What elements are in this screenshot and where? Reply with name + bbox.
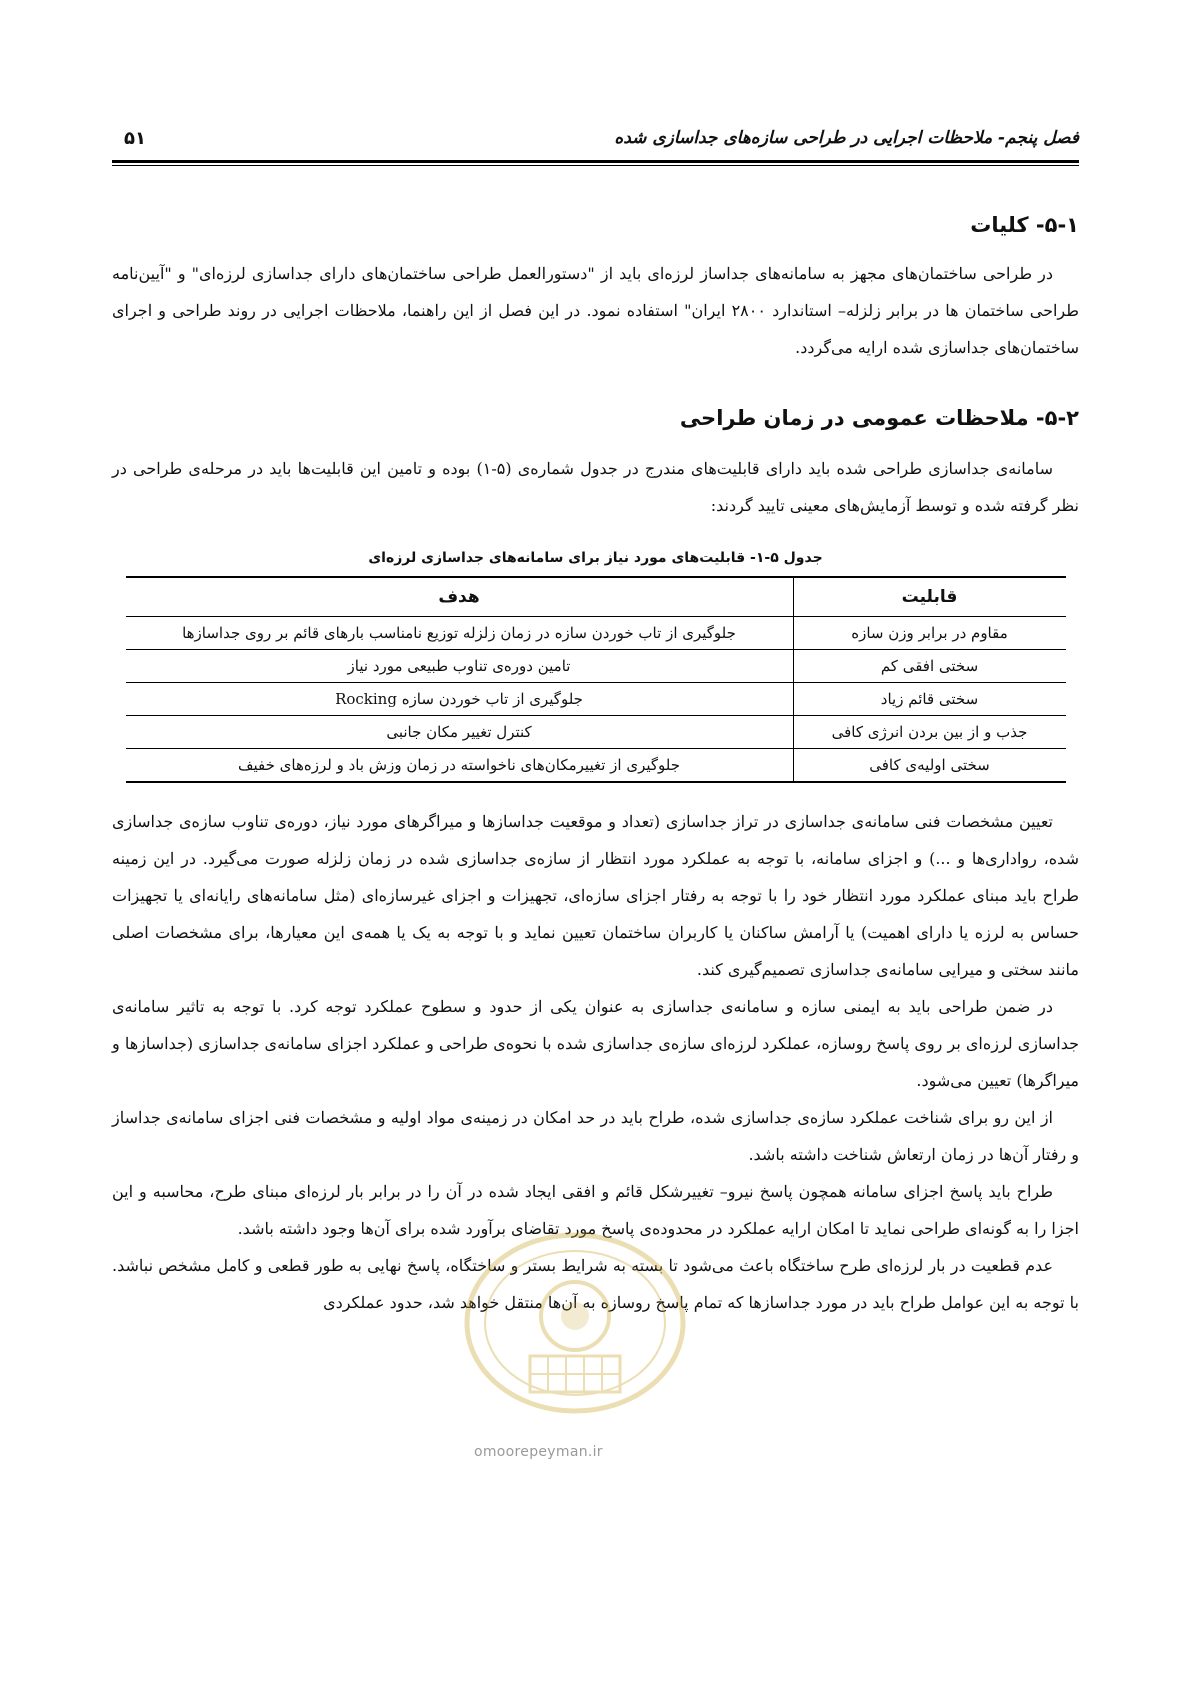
table-caption: جدول ۵-۱- قابلیت‌های مورد نیاز برای سامانه‌های جداسازی لرزه‌ای <box>368 550 823 566</box>
cell-goal: جلوگیری از تغییرمکان‌های ناخواسته در زمان وزش باد و لرزه‌های خفیف <box>126 749 794 783</box>
table-row <box>126 683 1066 716</box>
cell-capability: جذب و از بین بردن انرژی کافی <box>793 716 1066 749</box>
running-header <box>112 128 1079 158</box>
column-header-goal: هدف <box>126 577 794 617</box>
cell-capability: مقاوم در برابر وزن سازه <box>793 617 1066 650</box>
paragraph-technical-specs: تعیین مشخصات فنی سامانه‌ی جداسازی در تراز جداسازی (تعداد و موقعیت جداسازها و میراگرهای مورد نیاز، دوره‌ی تناوب سازه‌ی جداسازی شده، رواداری‌ها و ...) و اجزای سامانه، با توجه به عملکرد مورد انتظار از سازه‌ی جداسازی شده در زمان زلزله صورت می‌گیرد. در این زمینه طراح باید مبنای عملکرد مورد انتظار خود را با توجه به رفتار اجزای سازه‌ای، تجهیزات و اجزای غیرسازه‌ای (مثل سامانه‌های رایانه‌ای یا تجهیزات حساس به لرزه یا دارای اهمیت) یا آرامش ساکنان یا کاربران ساختمان تعیین نماید و با توجه به یک یا همه‌ی این معیارها، برای مشخصات اصلی مانند سختی و میرایی سامانه‌ی جداسازی تصمیم‌گیری کند. <box>112 812 1079 979</box>
cell-capability: سختی قائم زیاد <box>793 683 1066 716</box>
running-title: فصل پنجم- ملاحظات اجرایی در طراحی سازه‌های جداسازی شده <box>614 128 1079 148</box>
cell-capability: سختی افقی کم <box>793 650 1066 683</box>
header-double-rule <box>112 160 1079 166</box>
cell-goal: تامین دوره‌ی تناوب طبیعی مورد نیاز <box>126 650 794 683</box>
table-row <box>126 650 1066 683</box>
section-heading-general: ۵-۱- کلیات <box>970 213 1079 237</box>
page-number: ۵۱ <box>124 128 146 149</box>
cell-capability: سختی اولیه‌ی کافی <box>793 749 1066 783</box>
cell-goal: جلوگیری از تاب خوردن سازه در زمان زلزله توزیع نامناسب بارهای قائم بر روی جداسازها <box>126 617 794 650</box>
paragraph-design-intro: سامانه‌ی جداسازی طراحی شده باید دارای قابلیت‌های مندرج در جدول شماره‌ی (۵-۱) بوده و تامین این قابلیت‌ها باید در مرحله‌ی طراحی در نظر گرفته شده و توسط آزمایش‌های معینی تایید گردند: <box>112 459 1079 515</box>
paragraph-uncertainty: عدم قطعیت در بار لرزه‌ای طرح ساختگاه باعث می‌شود تا بسته به شرایط بستر و ساختگاه، پاسخ نهایی به طور قطعی و کامل مشخص نباشد. با توجه به این عوامل طراح باید در مورد جداسازها که تمام پاسخ روسازه به آن‌ها منتقل خواهد شد، حدود عملکردی <box>112 1256 1079 1312</box>
main-content <box>112 205 1079 1321</box>
column-header-capability: قابلیت <box>793 577 1066 617</box>
table-row <box>126 716 1066 749</box>
table-header-row <box>126 577 1066 617</box>
cell-goal: جلوگیری از تاب خوردن سازه Rocking <box>126 683 794 716</box>
section-heading-design-considerations: ۵-۲- ملاحظات عمومی در زمان طراحی <box>679 406 1079 430</box>
paragraph-safety: در ضمن طراحی باید به ایمنی سازه و سامانه‌ی جداسازی به عنوان یکی از حدود و سطوح عملکرد توجه کرد. با توجه به تاثیر سامانه‌ی جداسازی لرزه‌ای بر روی پاسخ روسازه، عملکرد لرزه‌ای سازه‌ی جداسازی شده با نحوه‌ی طراحی و عملکرد اجزای سامانه‌ی جداسازی (جداسازها و میراگرها) تعیین می‌شود. <box>112 997 1079 1090</box>
paragraph-component-response: طراح باید پاسخ اجزای سامانه همچون پاسخ نیرو– تغییرشکل قائم و افقی ایجاد شده در آن را در برابر بار لرزه‌ای مبنای طرح، محاسبه و این اجزا را به گونه‌ای طراحی نماید تا امکان ارایه عملکرد در محدوده‌ی پاسخ مورد تقاضای برآورد شده برای آن‌ها وجود داشته باشد. <box>112 1182 1079 1238</box>
paragraph-materials: از این رو برای شناخت عملکرد سازه‌ی جداسازی شده، طراح باید در حد امکان در زمینه‌ی مواد اولیه و مشخصات فنی اجزای سامانه‌ی جداساز و رفتار آن‌ها در زمان ارتعاش شناخت داشته باشد. <box>112 1108 1079 1164</box>
cell-goal: کنترل تغییر مکان جانبی <box>126 716 794 749</box>
paragraph-general: در طراحی ساختمان‌های مجهز به سامانه‌های جداساز لرزه‌ای باید از "دستورالعمل طراحی ساختمان‌های دارای جداسازی لرزه‌ای" و "آیین‌نامه طراحی ساختمان ها در برابر زلزله– استاندارد ۲۸۰۰ ایران" استفاده نمود. در این فصل از این راهنما، ملاحظات اجرایی در روند طراحی و اجرای ساختمان‌های جداسازی شده ارایه می‌گردد. <box>112 264 1079 357</box>
table-row <box>126 749 1066 783</box>
capabilities-table <box>126 576 1066 783</box>
table-row <box>126 617 1066 650</box>
watermark-seal-logo <box>460 1228 690 1418</box>
watermark-url: omoorepeyman.ir <box>474 1444 603 1460</box>
